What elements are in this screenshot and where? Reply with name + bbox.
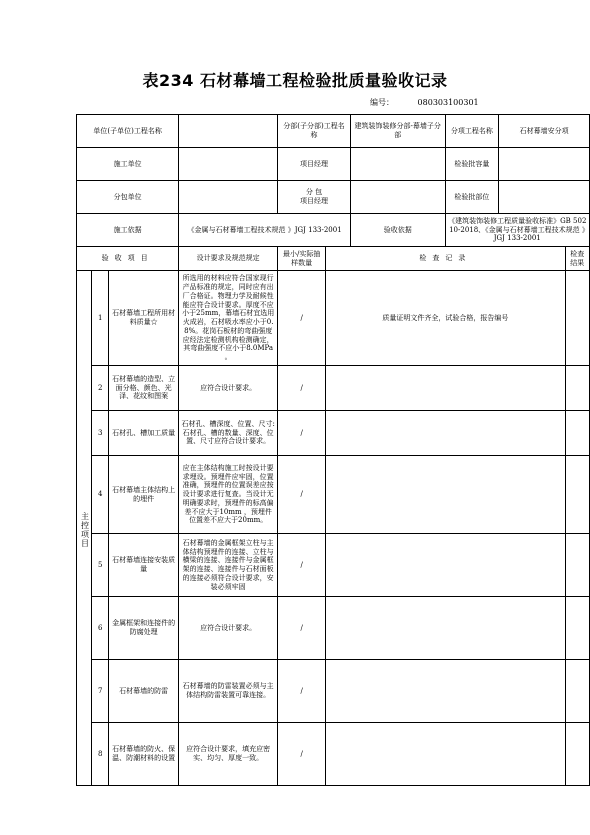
row-sample: /: [278, 411, 326, 456]
subcontractor-label: 分包单位: [77, 181, 179, 214]
row-result: [565, 456, 589, 534]
project-manager-value: [350, 148, 445, 181]
construction-unit-label: 施工单位: [77, 148, 179, 181]
header-row-construction: [77, 148, 590, 181]
table-row: [77, 456, 590, 534]
table-row: [77, 660, 590, 723]
item-name-label: 分项工程名称: [445, 115, 499, 148]
row-requirement: 石材幕墙的金属框架立柱与主体结构预埋件的连接、立柱与横梁的连接、连接件与金属框架的连接、连接件与石材面板的连接必须符合设计要求，安装必须牢固: [179, 534, 278, 597]
row-number: 2: [92, 366, 109, 411]
header-row-subcontract: [77, 181, 590, 214]
acceptance-basis-value: 《建筑装饰装修工程质量验收标准》GB 50210-2018、《金属与石材幕墙工程技术规范 》JGJ 133-2001: [445, 214, 590, 247]
col-header-record: 检查记录: [326, 247, 565, 271]
row-sample: /: [278, 271, 326, 366]
row-item-name: 石材幕墙的防雷: [109, 660, 179, 723]
unit-name-label: 单位(子单位)工程名称: [77, 115, 179, 148]
batch-location-label: 检验批部位: [445, 181, 499, 214]
row-requirement: 应符合设计要求。: [179, 366, 278, 411]
record-number: [370, 97, 479, 108]
number-value: 080303100301: [417, 98, 479, 107]
unit-name-value: [179, 115, 278, 148]
row-result: [565, 271, 589, 366]
row-record: [326, 411, 565, 456]
row-number: 5: [92, 534, 109, 597]
row-sample: /: [278, 456, 326, 534]
column-header-row: [77, 247, 590, 271]
row-item-name: 石材孔、槽加工质量: [109, 411, 179, 456]
table-row: [77, 534, 590, 597]
row-requirement: 应在主体结构施工时按设计要求埋设。预埋件应牢固，位置准确，预埋件的位置误差应按设计要求进行复查。当设计无明确要求时，预埋件的标高偏差不应大于10mm ，预埋件位置差不应大于20mm。: [179, 456, 278, 534]
row-number: 3: [92, 411, 109, 456]
col-header-requirement: 设计要求及规范规定: [179, 247, 278, 271]
row-result: [565, 597, 589, 660]
subcontractor-value: [179, 181, 278, 214]
row-requirement: 石材幕墙的防雷装置必须与主体结构防雷装置可靠连接。: [179, 660, 278, 723]
header-row-unit: [77, 115, 590, 148]
col-header-item: 验收项目: [77, 247, 179, 271]
row-result: [565, 534, 589, 597]
subcontract-manager-value: [350, 181, 445, 214]
number-label: 编号：: [370, 98, 394, 107]
row-sample: /: [278, 366, 326, 411]
row-record: [326, 456, 565, 534]
row-requirement: 所选用的材料应符合国家现行产品标准的规定，同时应有出厂合格证。物理力学及耐候性能应符合设计要求。厚度不应小于25mm，幕墙石材宜选用火成岩，石材吸水率应小于0.8%。花岗石板材的弯曲强度应经法定检测机构检测确定，其弯曲强度不应小于8.0MPa 。: [179, 271, 278, 366]
row-requirement: 应符合设计要求，填充应密实、均匀、厚度一致。: [179, 723, 278, 786]
document-title: 表234 石材幕墙工程检验批质量验收记录: [142, 71, 448, 90]
row-result: [565, 411, 589, 456]
construction-basis-value: 《金属与石材幕墙工程技术规范 》JGJ 133-2001: [179, 214, 351, 247]
row-result: [565, 723, 589, 786]
batch-capacity-value: [499, 148, 590, 181]
construction-unit-value: [179, 148, 278, 181]
row-record: [326, 534, 565, 597]
construction-basis-label: 施工依据: [77, 214, 179, 247]
row-item-name: 石材幕墙连接安装质量: [109, 534, 179, 597]
row-record: [326, 366, 565, 411]
row-item-name: 金属框架和连接件的防腐处理: [109, 597, 179, 660]
sub-division-value: 建筑装饰装修分部-幕墙子分部: [350, 115, 445, 148]
row-result: [565, 366, 589, 411]
row-number: 1: [92, 271, 109, 366]
acceptance-record-table: [76, 114, 590, 786]
table-row: [77, 411, 590, 456]
row-item-name: 石材幕墙的防火、保温、防潮材料的设置: [109, 723, 179, 786]
header-row-basis: [77, 214, 590, 247]
row-item-name: 石材幕墙的造型、立面分格、颜色、光泽、花纹和图案: [109, 366, 179, 411]
row-item-name: 石材幕墙主体结构上的埋件: [109, 456, 179, 534]
table-row: [77, 366, 590, 411]
row-number: 8: [92, 723, 109, 786]
row-number: 6: [92, 597, 109, 660]
table-row: [77, 271, 590, 366]
row-sample: /: [278, 723, 326, 786]
row-requirement: 石材孔、槽深度、位置、尺寸: 石材孔、槽的数量、深度、位置、尺寸应符合设计要求。: [179, 411, 278, 456]
acceptance-basis-label: 验收依据: [350, 214, 445, 247]
row-record: [326, 660, 565, 723]
row-sample: /: [278, 534, 326, 597]
row-record: 质量证明文件齐全，试验合格，报告编号: [326, 271, 565, 366]
row-number: 7: [92, 660, 109, 723]
row-number: 4: [92, 456, 109, 534]
batch-capacity-label: 检验批容量: [445, 148, 499, 181]
row-record: [326, 597, 565, 660]
row-sample: /: [278, 660, 326, 723]
row-result: [565, 660, 589, 723]
row-sample: /: [278, 597, 326, 660]
row-requirement: 应符合设计要求。: [179, 597, 278, 660]
row-item-name: 石材幕墙工程所用材料质量☆: [109, 271, 179, 366]
table-row: [77, 723, 590, 786]
sub-division-label: 分部(子分部)工程名称: [278, 115, 351, 148]
group-label-text: 主控项目: [80, 512, 90, 548]
project-manager-label: 项目经理: [278, 148, 351, 181]
table-row: [77, 597, 590, 660]
main-control-group-label: [77, 480, 93, 580]
subcontract-manager-label: 分 包 项目经理: [278, 181, 351, 214]
col-header-result: 检查结果: [565, 247, 589, 271]
batch-location-value: [499, 181, 590, 214]
col-header-sample: 最小/实际抽样数量: [278, 247, 326, 271]
row-record: [326, 723, 565, 786]
item-name-value: 石材幕墙安分项: [499, 115, 590, 148]
